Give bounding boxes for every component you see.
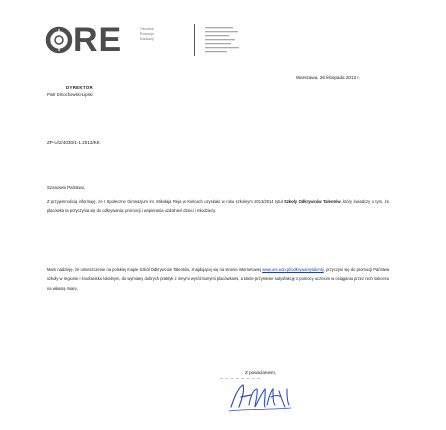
- logo-text: RE: [73, 21, 123, 59]
- letterhead-contact-block: [205, 26, 245, 54]
- handwritten-signature: [225, 377, 297, 415]
- reference-number: ZP-U/2/4030/1-1.2013/KK: [47, 140, 100, 145]
- body-paragraph-2: [47, 265, 389, 293]
- paragraph-1-text-start: Z przyjemnością informuję, że I Społeczne Gimnazjum im. Mikołaja Reja w Kielcach uzyskało w roku szkolnym 2013/2014 tytuł: [47, 199, 285, 204]
- sender-role: DYREKTOR: [66, 85, 93, 90]
- paragraph-2-text-end: , przyczyni się do promocji Państwa szkoły w regionie i środowisku lokalnym, do wymiany dobrych praktyk z innymi wyróżnionymi placówkami, a także przyniesie satysfakcję z pomocy uczniom w osiąganiu przez nich sukcesu na własną miarę.: [47, 267, 389, 291]
- logo-subtitle-line: Edukacji: [140, 37, 154, 42]
- paragraph-1-text-end: , który świadczy o tym, że placówka ta przyczynia się do odkrywania, promocji i wspierania uzdolnień dzieci i młodzieży.: [47, 199, 389, 214]
- logo-subtitle-line: Ośrodek: [140, 27, 154, 31]
- website-link[interactable]: www.ore.edu.pl/odkrywamytalenty: [262, 267, 324, 272]
- paragraph-2-text-start: Mam nadzieję, że umieszczenie na polskiej mapie Szkół Odkrywców Talentów, znajdującej się na stronie internetowej: [47, 267, 263, 272]
- award-title: Szkoły Odkrywców Talentów: [284, 199, 341, 204]
- salutation: Szanowni Państwo,: [47, 185, 86, 190]
- closing-phrase: Z poważaniem,: [245, 370, 277, 375]
- body-paragraph-1: [47, 197, 389, 216]
- logo-subtitle: [140, 27, 180, 43]
- letter-date: Warszawa, 26 listopada 2013 r.: [296, 75, 360, 80]
- ore-logo-ring-icon: [45, 26, 73, 54]
- sender-name: Piotr Dmochowski-Lipski: [47, 92, 93, 97]
- letterhead-divider: [194, 24, 195, 56]
- logo-subtitle-line: Rozwoju: [140, 32, 154, 37]
